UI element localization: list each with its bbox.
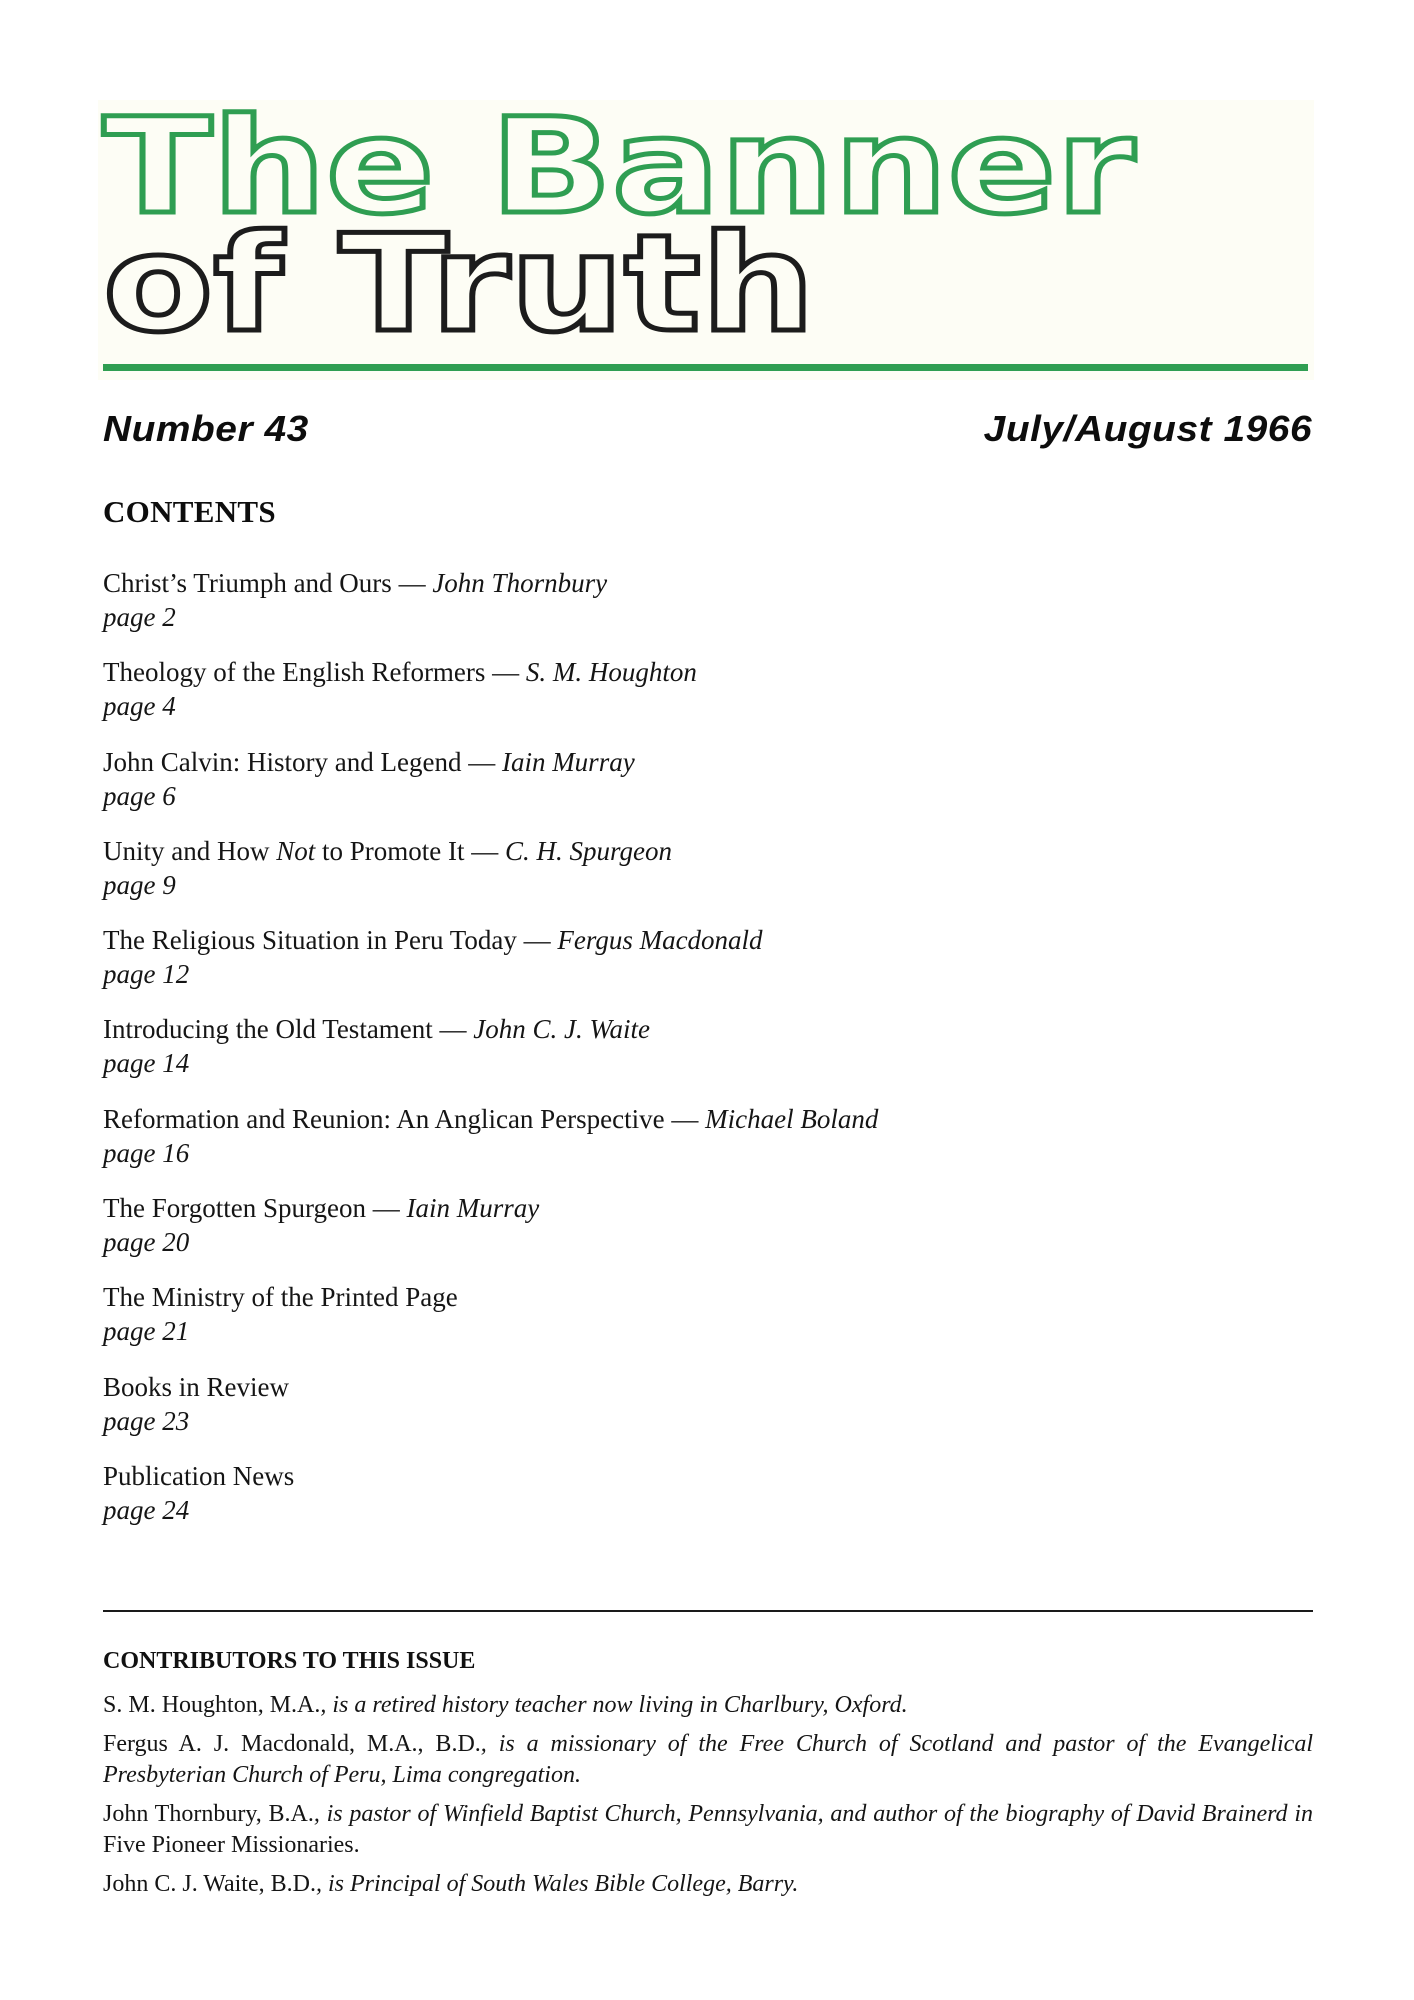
item-title: Theology of the English Reformers: [103, 657, 486, 688]
masthead: [98, 100, 1314, 380]
item-author: S. M. Houghton: [525, 657, 697, 688]
contents-list: [103, 566, 1203, 1548]
contributor-book-title: Five Pioneer Missionaries.: [103, 1832, 360, 1858]
contributor-name: John C. J. Waite, B.D.: [103, 1871, 316, 1897]
item-page: page 21: [103, 1316, 190, 1347]
masthead-logo: [98, 100, 1314, 380]
item-title: The Forgotten Spurgeon: [103, 1193, 366, 1224]
item-title: John Calvin: History and Legend: [103, 746, 462, 777]
item-title: The Religious Situation in Peru Today: [103, 925, 517, 956]
item-author: Iain Murray: [501, 746, 635, 777]
masthead-line2: of Truth: [103, 206, 815, 362]
item-page: page 4: [103, 691, 176, 722]
item-separator: —: [391, 568, 433, 598]
contents-item: [103, 1191, 1203, 1280]
contents-item: [103, 1459, 1203, 1548]
contributor-entry: [103, 1799, 1313, 1861]
item-title: to Promote It: [315, 835, 465, 866]
contents-heading: CONTENTS: [103, 494, 276, 529]
item-separator: —: [516, 925, 558, 956]
contributors-list: [103, 1690, 1313, 1908]
item-title: Reformation and Reunion: An Anglican Perspective: [103, 1103, 665, 1134]
item-separator: —: [366, 1193, 407, 1224]
contents-item: [103, 1280, 1203, 1369]
item-author: Fergus Macdonald: [557, 925, 763, 956]
contributor-name: John Thornbury, B.A.: [103, 1801, 314, 1827]
item-page: page 12: [103, 959, 190, 990]
contributor-name: Fergus A. J. Macdonald, M.A., B.D.: [103, 1731, 481, 1757]
item-author: C. H. Spurgeon: [505, 835, 672, 866]
item-title-emphasis: Not: [276, 835, 316, 866]
item-title: Books in Review: [103, 1371, 289, 1402]
contributors-heading: CONTRIBUTORS TO THIS ISSUE: [103, 1648, 476, 1674]
contents-item: [103, 1370, 1203, 1459]
contents-item: [103, 745, 1203, 834]
item-author: John Thornbury: [432, 568, 608, 598]
contributor-entry: [103, 1690, 1313, 1721]
item-page: page 14: [103, 1048, 190, 1079]
contributor-name: S. M. Houghton, M.A.: [103, 1692, 321, 1718]
item-page: page 6: [103, 780, 176, 811]
item-author: John C. J. Waite: [473, 1014, 651, 1045]
contents-item: [103, 834, 1203, 923]
contributor-description: , is Principal of South Wales Bible College, Barry.: [315, 1871, 799, 1897]
contributor-entry: [103, 1729, 1313, 1791]
item-separator: —: [432, 1014, 474, 1045]
contents-item: [103, 1012, 1203, 1101]
item-page: page 16: [103, 1137, 190, 1168]
issue-number: Number 43: [103, 408, 309, 449]
item-author: Michael Boland: [705, 1103, 879, 1134]
contributor-description: , is a missionary of the Free Church of Scotland and pastor of the Evangelical Presbyterian Church of Peru, Lima congregation.: [103, 1731, 1313, 1788]
masthead-rule: [103, 364, 1308, 371]
item-title: Publication News: [103, 1460, 295, 1491]
item-title: The Ministry of the Printed Page: [103, 1282, 458, 1313]
item-page: page 20: [103, 1227, 190, 1258]
contents-item: [103, 923, 1203, 1012]
contents-item: [103, 655, 1203, 744]
issue-date: July/August 1966: [983, 408, 1312, 449]
issue-info: [103, 404, 1312, 454]
item-separator: —: [461, 746, 502, 777]
item-title: Introducing the Old Testament: [103, 1014, 433, 1045]
item-title: Christ’s Triumph and Ours: [103, 568, 392, 598]
contents-item: [103, 566, 1203, 655]
item-title: Unity and How: [103, 835, 277, 866]
item-page: page 2: [103, 602, 176, 632]
contributor-description: , is pastor of Winfield Baptist Church, Pennsylvania, and author of the biography of David Brainerd in: [313, 1801, 1313, 1827]
item-separator: —: [664, 1103, 706, 1134]
section-divider: [103, 1610, 1313, 1612]
contributor-description: , is a retired history teacher now living in Charlbury, Oxford.: [320, 1692, 908, 1718]
item-page: page 9: [103, 869, 176, 900]
contributor-entry: [103, 1869, 1313, 1900]
item-separator: —: [464, 835, 505, 866]
item-separator: —: [485, 657, 526, 688]
item-page: page 24: [103, 1494, 190, 1525]
contents-item: [103, 1102, 1203, 1191]
item-author: Iain Murray: [406, 1193, 540, 1224]
masthead-line1: The Banner: [103, 100, 1135, 244]
item-page: page 23: [103, 1405, 190, 1436]
